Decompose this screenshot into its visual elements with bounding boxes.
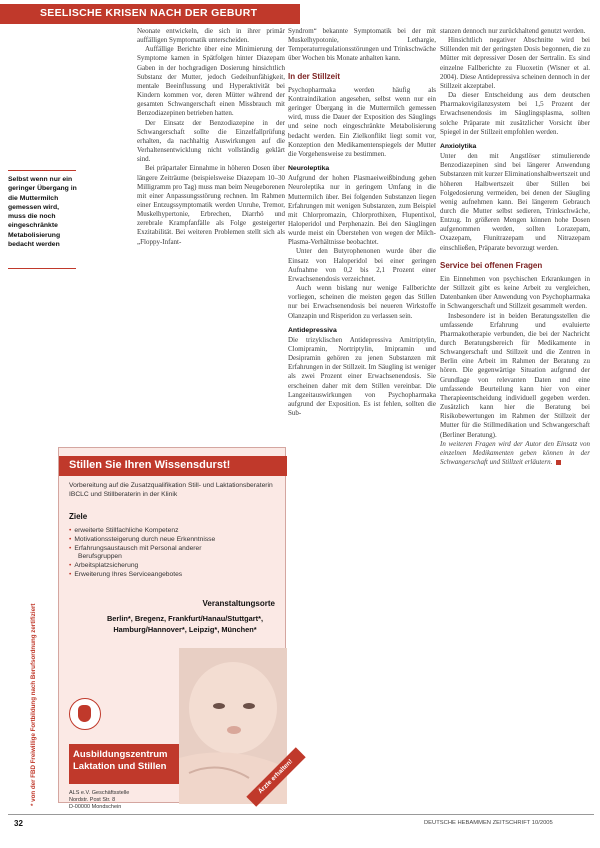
col3-service-text-2: Insbesondere ist in beiden Beratungsstellen die umfassende Erfahrung und evaluierte Pharmakotherapie verbunden, die bei der Nachricht durch Beratungsbereich für Medikamente in Schwangerschaft und Stillzeit und die Zentren in Berlin eine Arbeit im Rahmen der Beratung zu hören. Die gegenwärtige Situation aufgrund der Grundlage von relevanten Daten und eine umfassende Beurteilung kann hier von einer Therapieentscheidung individuell gegeben werden. Zusätzlich kann hier die Beratung bei Risikobewertungen im Rahmen der Stillzeit der Mutter für die Stillmedikation und Schwangerschaft (Berliner Beratung). — [440, 311, 590, 439]
ad-venues-label: Veranstaltungsorte — [202, 599, 275, 608]
col1-paragraph: Der Einsatz der Benzodiazepine in der Schwangerschaft sollte die Einzelfallprüfung erhalten, da nachhaltig Auswirkungen auf die Verhaltensentwicklung nicht vollständig geklärt sind. — [137, 118, 285, 164]
col3-service-text: Ein Einnehmen von psychischen Erkrankungen in der Stillzeit gibt es keine Arbeit zu vergleichen, Datenbanken über Anwendung von Psychopharmaka in Schwangerschaft und Stillzeit gesammelt werden. — [440, 274, 590, 311]
contact-line: Nordstr. Post Str. 8 — [69, 797, 116, 803]
ad-venues-line: Berlin*, Bregenz, Frankfurt/Hanau/Stuttgart*, — [106, 614, 264, 623]
list-item — [69, 571, 279, 580]
author-note-text: In weiteren Fragen wird der Autor den Einsatz von einzelnen Medikamenten geben können in der Schwangerschaft und Stillzeit erläutern. — [440, 439, 590, 467]
ad-contact-block — [69, 790, 189, 811]
list-item — [69, 536, 279, 545]
col2-neuro-text: Aufgrund der hohen Plasmaeiweißbindung gehen Neuroleptika nur in geringem Umfang in die Muttermilch über. Bei folgenden Substanzen liegen Erfahrungen mit wenigen Substanzen, zum Beispiel mit Chlorpromazin, Chlorprothixen, Flupentixol, Haloperidol und Perphenazin. Bei den Säuglingen wurde meist ein Überstehen von wegen der Milch-Plasma-Verhältnisse beobachtet. — [288, 174, 436, 247]
list-item — [69, 545, 279, 563]
col3-anx-text: Unter den mit Angstlöser stimulierende Benzodiazepinen sind bei längerer Anwendung Substanzen mit kurzer Eliminationshalbwertszeit und höheren Halbwertszeit über Stillen bei Folgedosierung vermeiden, bei denen der Säugling wenig aufnehmen kann. Bei längerem Gebrauch durch die Mutter selbst sedieren, Trinkschwäche, Entzug. In größeren Mengen können hohe Dosen aufgenommen werden, sollten Lorazepam, Oxazepam, Flunitrazepam und Nitrazepam einschließen, Präparate bevorzugt werden. — [440, 152, 590, 252]
list-item — [69, 562, 279, 571]
sidebar-callout: Selbst wenn nur ein geringer Übergang in die Muttermilch gemessen wird, muss die noch eingeschränkte Metabolisierung bedacht werden — [8, 176, 77, 249]
list-item-text: Motivationssteigerung durch neue Erkenntnisse — [74, 535, 216, 543]
col3-paragraph: Hinsichtlich negativer Abschnitte wird bei Stillenden mit der geringsten Dosis begonnen, die zu Mütter mit depressiver Dosen der Sertralin. Es sind einzelne Fallberichte zu Fluoxetin (Wisner et al. 2004). Diese Antidepressiva scheinen dennoch in der Stillzeit akzeptabel. — [440, 36, 590, 90]
advertisement-box[interactable] — [58, 447, 295, 810]
heading-antidepressiva: Antidepressiva — [288, 326, 337, 334]
list-item-text: Erfahrungsaustausch mit Personal anderer — [74, 544, 202, 552]
column-1 — [137, 27, 285, 247]
journal-name: DEUTSCHE HEBAMMEN ZEITSCHRIFT 10/2005 — [424, 820, 553, 826]
col3-author-note — [440, 440, 590, 467]
breastfeeding-logo-icon — [69, 698, 101, 730]
ad-ziele-list — [69, 527, 279, 580]
column-2 — [288, 27, 436, 418]
col2-stillzeit-text: Psychopharmaka werden häufig als Kontraindikation angesehen, selbst wenn nur ein geringer Übergang in die Muttermilch gemessen wird, muss die Dauer der Exposition des Säuglings und seine noch eingeschränkte Metabolisierung bedacht werden. Ein Zielkonflikt liegt somit vor, Konzeption den Medikamentenspiegels der Mutter die Vorgehensweise zu bestimmen. — [288, 85, 436, 158]
ad-venues — [95, 613, 275, 635]
list-item-subtext: Berufsgruppen — [78, 553, 122, 561]
heading-neuroleptika: Neuroleptika — [288, 165, 330, 173]
heading-anxiolytika: Anxiolytika — [440, 142, 477, 150]
ad-ziele-label: Ziele — [69, 512, 88, 521]
ad-title-bar — [59, 456, 287, 476]
section-header-bar — [0, 4, 300, 24]
col1-paragraph: Bei präpartaler Einnahme in höheren Dosen über längere Zeiträume (beispielsweise Diazepam 10–30 Milligramm pro Tag) muss man beim Neugeborenen mit einer Anpassungsstörung rechnen. Im Rahmen einer Entzugssymptomatik werden Unruhe, Tremor, Muskelhypertonie, Erbrechen, Diarrhö und zerebrale Krampfanfälle als Folge gesteigerter Exzitabilität. Bei weiteren Problemen stellt sich als „Floppy-Infant- — [137, 164, 285, 246]
list-item-text: Erweiterung Ihres Serviceangebotes — [74, 570, 183, 578]
callout-rule-bottom — [8, 268, 76, 269]
ad-vertical-disclaimer: * von der FBD Freiwillige Fortbildung nach Berufsordnung zertifiziert — [30, 603, 37, 806]
heading-service: Service bei offenen Fragen — [440, 260, 543, 270]
col2-anti-text: Die trizyklischen Antidepressiva Amitriptylin, Clomipramin, Nortriptylin, Imipramin und Desipramin gehören zu jenen Substanzen mit Erfahrungen in der Stillzeit. Im Säugling ist weniger als zwei Prozent einer Erwachsenendosis. Sie erscheinen daher mit dem Stillen vereinbar. Die Langzeitauswirkungen von Psychopharmaka aufgrund der Exposition. Es ist fehlen, sollten die Sub- — [288, 335, 436, 418]
contact-line: D-00000 Mondschein — [69, 804, 122, 810]
list-item — [69, 527, 279, 536]
col3-paragraph: Da dieser Entscheidung aus dem deutschen Pharmakovigilanzsystem bei 1,5 Prozent der Erwachsenendosis im Säuglingsplasma, sollten solche Präparate mit zusätzlicher Vorsicht über Spiegel in der Stillzeit empfohlen werden. — [440, 91, 590, 136]
col1-paragraph: Auffällige Berichte über eine Minimierung der Symptome kamen in Spätfolgen hinter Diazepam Gaben in der hochgradigen Dosierung hinsichtlich Substanz der Mutter, jedoch Gedeihunfähigkeit, mentale Beeinflussung und Hyperaktivität bei Kindern kommen vor, deren Mütter während der gesamten Schwangerschaft einen Missbrauch mit Benzodiazepinen betrieben hatten. — [137, 45, 285, 118]
ad-center-name: Ausbildungszentrum Laktation und Stillen — [69, 744, 179, 784]
contact-line: ALS e.V. Geschäftsstelle — [69, 790, 130, 796]
ad-venues-line: Hamburg/Hannover*, Leipzig*, München* — [113, 625, 257, 634]
list-item-text: erweiterte Stillfachliche Kompetenz — [74, 527, 179, 534]
list-item-text: Arbeitsplatzsicherung — [74, 562, 139, 570]
col2-neuro-text-3: Auch wenn bislang nur wenige Fallberichte vorliegen, scheinen die meisten gegen das Stillen nur bei Erwachsenendosis bei neueren Wirkstoffe Olanzapin und Risperidon zu verlassen sein. — [288, 284, 436, 320]
heading-stillzeit: In der Stillzeit — [288, 71, 341, 81]
col3-paragraph: stanzen dennoch nur zurückhaltend genutzt werden. — [440, 27, 586, 35]
ad-corner-badge: Ärzte erhalten! — [246, 747, 305, 806]
ad-title: Stillen Sie Ihren Wissensdurst! — [69, 459, 231, 471]
end-of-article-mark — [556, 460, 561, 465]
footer-rule — [8, 814, 594, 815]
callout-rule-top — [8, 170, 76, 171]
page-number: 32 — [14, 819, 23, 828]
col2-neuro-text-2: Unter den Butyrophenonen wurde über die Einsatz von Haloperidol bei einer geringen Aufnahme von 0,2 bis 2,1 Prozent einer Erwachsenendosis verzeichnet. — [288, 247, 436, 283]
col1-paragraph: Neonate entwickeln, die sich in ihrer primär auffälligen Symptomatik unterscheiden. — [137, 27, 285, 45]
column-3 — [440, 27, 590, 467]
section-header-title: SEELISCHE KRISEN NACH DER GEBURT — [40, 7, 258, 19]
ad-intro: Vorbereitung auf die Zusatzqualifikation Still- und Laktationsberaterin IBCLC und Stillberaterin in der Klinik — [69, 482, 273, 498]
col2-intro: Syndrom“ bekannte Symptomatik bei der mit Muskelhypotonie, Lethargie, Temperaturregulationsstörungen und Trinkschwäche über Wochen bis Monate anhalten kann. — [288, 27, 436, 63]
